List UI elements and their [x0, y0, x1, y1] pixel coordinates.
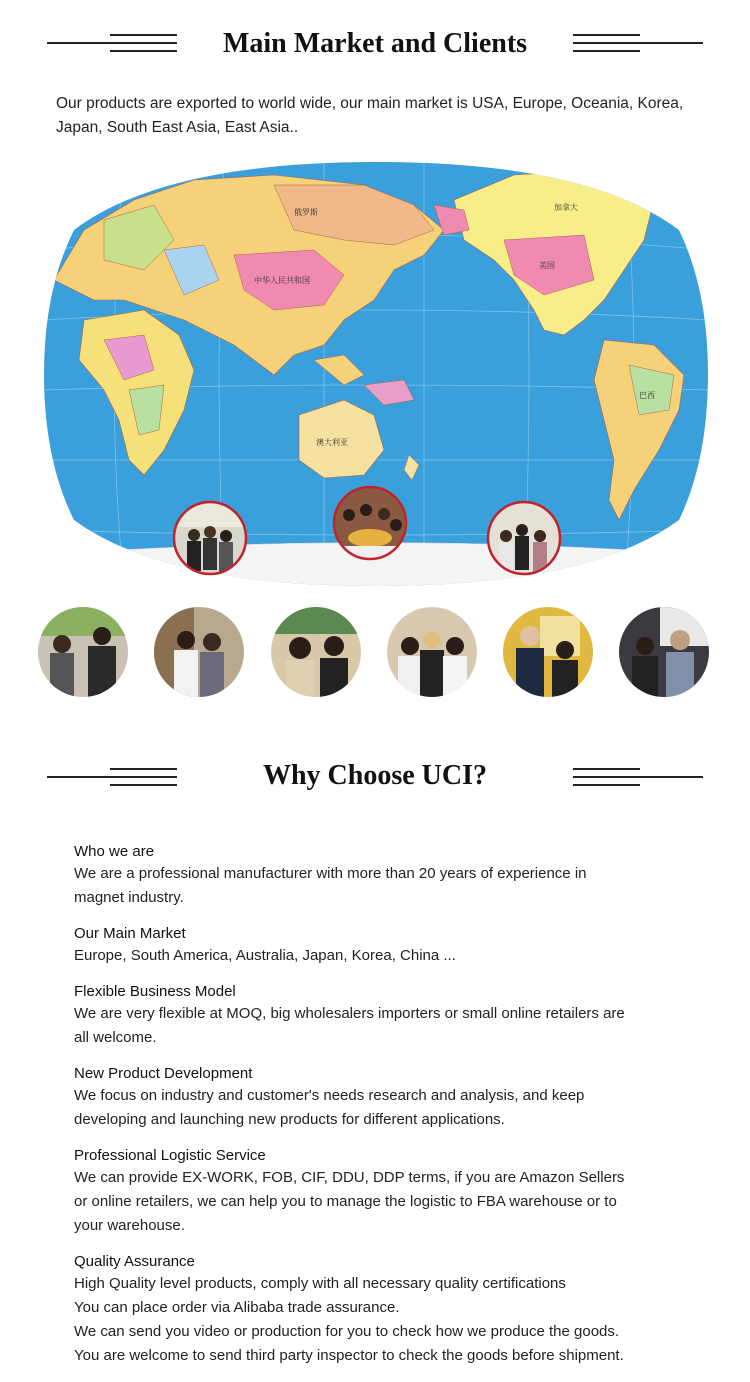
why-item-logistic-service [74, 1146, 714, 1238]
title-rule-right-short-top [573, 34, 640, 36]
map-label-russia: 俄罗斯 [294, 208, 318, 217]
client-photo-5 [503, 606, 593, 698]
why-item-title: Our Main Market [74, 925, 186, 942]
why-item-line: High Quality level products, comply with all necessary quality certifications [74, 1275, 566, 1292]
client-photo-1 [38, 606, 128, 698]
why-item-main-market [74, 924, 714, 968]
why-item-title: Professional Logistic Service [74, 1147, 266, 1164]
why-item-line: or online retailers, we can help you to manage the logistic to FBA warehouse or to [74, 1193, 617, 1210]
why-item-product-development [74, 1064, 714, 1132]
why-item-line: You are welcome to send third party inspector to check the goods before shipment. [74, 1347, 624, 1364]
map-photo-3 [488, 502, 560, 574]
title-rule-right-short-top [573, 768, 640, 770]
map-label-canada: 加拿大 [554, 203, 578, 212]
map-label-brazil: 巴西 [639, 391, 655, 400]
client-photo-row [0, 606, 750, 698]
why-item-title: Flexible Business Model [74, 983, 236, 1000]
title-rule-right-long [573, 776, 703, 778]
why-item-line: Europe, South America, Australia, Japan, Korea, China ... [74, 947, 456, 964]
why-item-quality-assurance [74, 1252, 714, 1368]
why-item-business-model [74, 982, 714, 1050]
why-list [74, 842, 714, 1382]
why-item-line: We are a professional manufacturer with more than 20 years of experience in [74, 865, 587, 882]
why-item-line: your warehouse. [74, 1217, 185, 1234]
client-photo-3 [271, 606, 361, 698]
why-section-header [0, 756, 750, 796]
map-photo-2 [334, 487, 406, 560]
why-item-line: We can send you video or production for you to check how we produce the goods. [74, 1323, 620, 1340]
world-map [44, 160, 708, 588]
client-photo-4 [387, 606, 477, 698]
why-item-who-we-are [74, 842, 714, 910]
map-label-china: 中华人民共和国 [254, 276, 310, 285]
why-item-title: Quality Assurance [74, 1253, 195, 1270]
why-item-line: magnet industry. [74, 889, 184, 906]
map-label-australia: 澳大利亚 [316, 438, 348, 447]
why-item-line: developing and launching new products for different applications. [74, 1111, 505, 1128]
why-item-line: You can place order via Alibaba trade assurance. [74, 1299, 400, 1316]
client-photo-6 [619, 606, 709, 698]
market-section-title: Main Market and Clients [222, 28, 528, 59]
title-rule-right-short-bottom [573, 784, 640, 786]
why-item-line: We are very flexible at MOQ, big wholesalers importers or small online retailers are [74, 1005, 625, 1022]
why-item-line: all welcome. [74, 1029, 157, 1046]
why-item-title: Who we are [74, 843, 155, 860]
why-item-line: We focus on industry and customer's needs research and analysis, and keep [74, 1087, 585, 1104]
market-section-header [0, 24, 750, 64]
map-label-usa: 美国 [539, 261, 555, 270]
title-rule-right-short-bottom [573, 50, 640, 52]
title-rule-right-long [573, 42, 703, 44]
market-intro-text: Our products are exported to world wide, our main market is USA, Europe, Oceania, Korea, Japan, South East Asia, East Asia.. [56, 95, 684, 136]
why-section-title: Why Choose UCI? [262, 760, 488, 791]
map-photo-1 [174, 502, 246, 574]
why-item-title: New Product Development [74, 1065, 253, 1082]
why-item-line: We can provide EX-WORK, FOB, CIF, DDU, DDP terms, if you are Amazon Sellers [74, 1169, 625, 1186]
client-photo-2 [154, 606, 244, 698]
